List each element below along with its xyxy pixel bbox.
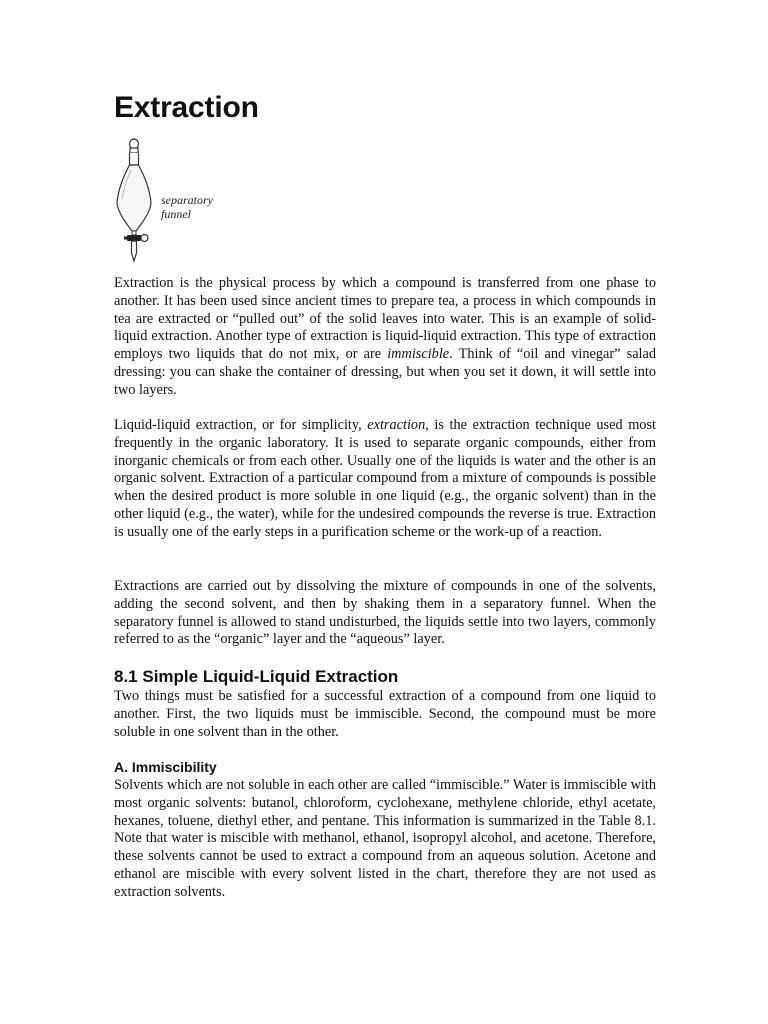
subsection-paragraph-1: Solvents which are not soluble in each other are called “immiscible.” Water is immiscible with most organic solvents: butanol, chloroform, cyclohexane, methylene chloride, ethyl acetate, hexanes, toluene, diethyl ether, and pentane. This information is summarized in the Table 8.1. Note that water is miscible with methanol, ethanol, isopropyl alcohol, and acetone. Therefore, these solvents cannot be used to extract a compound from an aqueous solution. Acetone and ethanol are miscible with every solvent listed in the chart, therefore they are not used as extraction solvents. (114, 777, 656, 900)
intro-paragraph-3: Extractions are carried out by dissolving the mixture of compounds in one of the solvents, adding the second solvent, and then by shaking them in a separatory funnel. When the separatory funnel is allowed to stand undisturbed, the liquids settle into two layers, commonly referred to as the “organic” layer and the “aqueous” layer. (114, 578, 656, 648)
intro-p2-text-a: Liquid-liquid extraction, or for simplicity, (114, 417, 368, 433)
figure-label-line-1: separatory (161, 193, 213, 207)
figure-label-line-2: funnel (161, 207, 191, 221)
section-heading: 8.1 Simple Liquid-Liquid Extraction (114, 667, 399, 686)
separatory-funnel-figure (114, 137, 274, 267)
section-paragraph-1: Two things must be satisfied for a successful extraction of a compound from one liquid to another. First, the two liquids must be immiscible. Second, the compound must be more soluble in one solvent than in the other. (114, 688, 656, 740)
intro-p1-text-b: . Think of “oil and vinegar” salad dressing: you can shake the container of dressing, but when you set it down, it will settle into two layers. (114, 346, 656, 398)
subsection-heading: A. Immiscibility (114, 759, 217, 775)
intro-p2-text-b: , is the extraction technique used most frequently in the organic laboratory. It is used to separate organic compounds, either from inorganic chemicals or from each other. Usually one of the liquids is water and the other is an organic solvent. Extraction of a particular compound from a mixture of compounds is possible when the desired product is more soluble in one liquid (e.g., the organic solvent) than in the other liquid (e.g., the water), while for the undesired compounds the reverse is true. Extraction is usually one of the early steps in a purification scheme or the work-up of a reaction. (114, 417, 656, 540)
page-title: Extraction (114, 91, 259, 124)
intro-paragraph-1 (114, 275, 656, 400)
separatory-funnel-icon (114, 137, 158, 267)
intro-p2-emphasis: extraction (367, 417, 426, 433)
figure-label (161, 193, 213, 221)
intro-p1-emphasis: immiscible (387, 346, 450, 363)
intro-paragraph-2 (114, 417, 656, 542)
intro-p1-text-a: Extraction is the physical process by which a compound is transferred from one phase to another. It has been used since ancient times to prepare tea, a process in which compounds in tea are extracted or “pulled out” of the solid leaves into water. This is an example of solid-liquid extraction. Another type of extraction is liquid-liquid extraction. This type of extraction employs two liquids that do not mix, or are (114, 275, 656, 363)
